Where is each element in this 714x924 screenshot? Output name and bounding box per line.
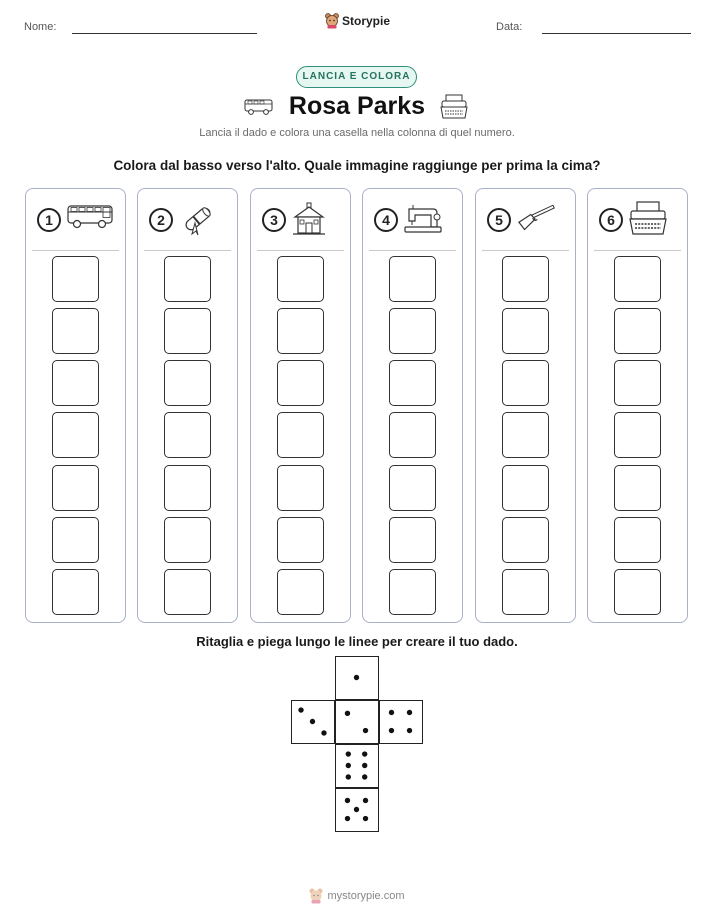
color-box[interactable] — [502, 517, 549, 563]
color-box[interactable] — [164, 256, 211, 302]
color-box[interactable] — [277, 517, 324, 563]
color-box[interactable] — [164, 360, 211, 406]
color-box[interactable] — [389, 256, 436, 302]
storypie-mascot-icon — [325, 13, 339, 29]
color-box[interactable] — [614, 465, 661, 511]
color-box[interactable] — [502, 412, 549, 458]
color-box[interactable] — [52, 569, 99, 615]
school-bus-icon — [66, 201, 116, 236]
column-divider — [594, 250, 681, 251]
schoolhouse-icon — [291, 201, 327, 242]
die-face-five — [335, 788, 379, 832]
color-box[interactable] — [502, 308, 549, 354]
color-box[interactable] — [52, 412, 99, 458]
column-number: 6 — [599, 208, 623, 232]
color-box[interactable] — [502, 256, 549, 302]
color-box[interactable] — [502, 569, 549, 615]
game-instruction: Colora dal basso verso l'alto. Quale immagine raggiunge per prima la cima? — [113, 158, 601, 173]
brand-name: Storypie — [342, 14, 391, 28]
rifle-icon — [516, 201, 558, 236]
typewriter-icon — [440, 94, 468, 120]
diploma-icon — [178, 201, 218, 242]
date-line[interactable] — [542, 33, 691, 34]
color-box[interactable] — [277, 465, 324, 511]
color-box[interactable] — [389, 517, 436, 563]
activity-badge: LANCIA E COLORA — [296, 66, 417, 88]
color-box[interactable] — [502, 360, 549, 406]
column-divider — [32, 250, 119, 251]
die-face-three — [291, 700, 335, 744]
color-box[interactable] — [164, 412, 211, 458]
column-6 — [587, 188, 688, 623]
die-instruction: Ritaglia e piega lungo le linee per creare il tuo dado. — [196, 634, 518, 649]
color-box[interactable] — [389, 465, 436, 511]
typewriter-icon — [628, 201, 668, 242]
color-box[interactable] — [614, 569, 661, 615]
color-box[interactable] — [52, 256, 99, 302]
column-3 — [250, 188, 351, 623]
color-box[interactable] — [277, 412, 324, 458]
color-box[interactable] — [389, 412, 436, 458]
page-subtitle: Lancia il dado e colora una casella nella colonna di quel numero. — [199, 127, 515, 139]
die-face-six — [335, 744, 379, 788]
color-box[interactable] — [52, 308, 99, 354]
color-box[interactable] — [52, 360, 99, 406]
color-box[interactable] — [614, 517, 661, 563]
column-divider — [257, 250, 344, 251]
color-box[interactable] — [614, 360, 661, 406]
color-box[interactable] — [389, 569, 436, 615]
brand-logo — [325, 13, 390, 29]
column-4 — [362, 188, 463, 623]
column-2 — [137, 188, 238, 623]
name-label: Nome: — [24, 21, 57, 33]
color-box[interactable] — [277, 308, 324, 354]
color-box[interactable] — [52, 465, 99, 511]
die-face-two — [335, 700, 379, 744]
sewing-machine-icon — [403, 201, 443, 242]
color-box[interactable] — [614, 308, 661, 354]
column-divider — [369, 250, 456, 251]
die-face-one — [335, 656, 379, 700]
footer-url: mystorypie.com — [327, 890, 405, 902]
column-number: 1 — [37, 208, 61, 232]
color-box[interactable] — [277, 360, 324, 406]
color-box[interactable] — [164, 569, 211, 615]
color-box[interactable] — [164, 465, 211, 511]
color-box[interactable] — [52, 517, 99, 563]
color-box[interactable] — [614, 256, 661, 302]
color-box[interactable] — [389, 360, 436, 406]
column-5 — [475, 188, 576, 623]
footer — [0, 888, 714, 904]
column-divider — [482, 250, 569, 251]
name-line[interactable] — [72, 33, 257, 34]
column-number: 2 — [149, 208, 173, 232]
color-box[interactable] — [502, 465, 549, 511]
color-box[interactable] — [614, 412, 661, 458]
page-title: Rosa Parks — [288, 92, 426, 120]
column-divider — [144, 250, 231, 251]
column-number: 5 — [487, 208, 511, 232]
die-face-four — [379, 700, 423, 744]
color-box[interactable] — [277, 256, 324, 302]
column-number: 3 — [262, 208, 286, 232]
color-box[interactable] — [277, 569, 324, 615]
color-box[interactable] — [164, 308, 211, 354]
color-box[interactable] — [164, 517, 211, 563]
date-label: Data: — [496, 21, 523, 33]
column-number: 4 — [374, 208, 398, 232]
column-1 — [25, 188, 126, 623]
color-box[interactable] — [389, 308, 436, 354]
storypie-mascot-icon — [309, 888, 323, 904]
